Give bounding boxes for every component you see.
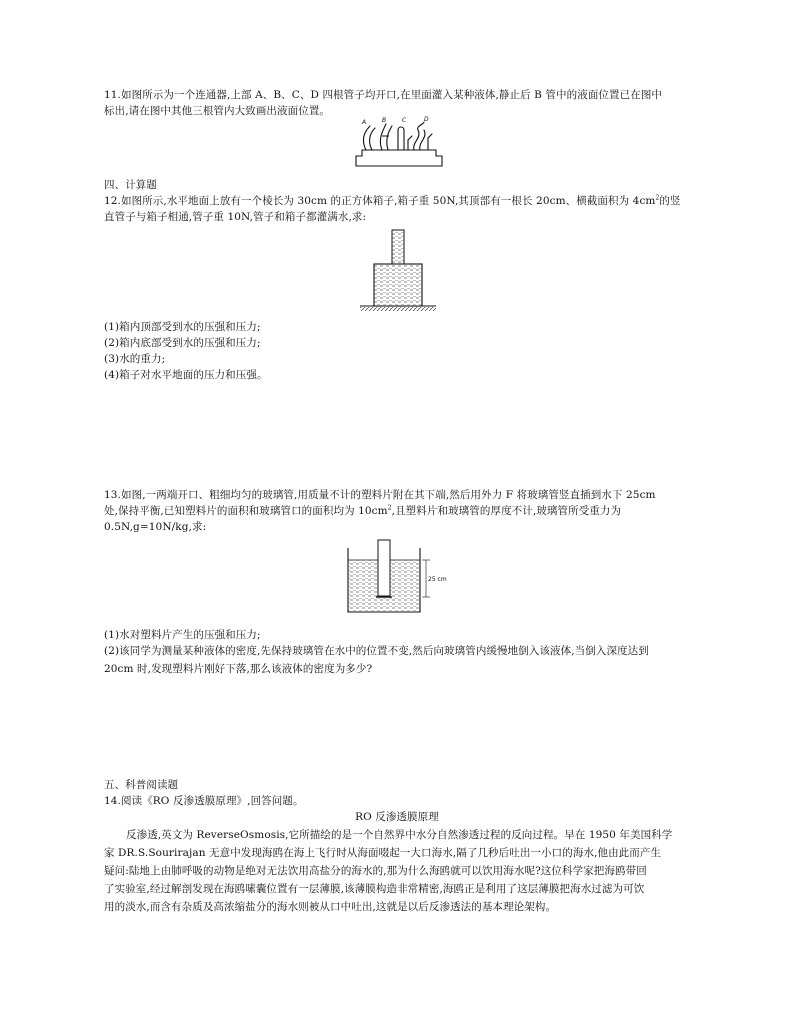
q12-part-1: (1)箱内顶部受到水的压强和压力; [104,321,261,333]
q14-intro: 14.阅读《RO 反渗透膜原理》,回答问题。 [104,795,304,807]
q12-part-2: (2)箱内底部受到水的压强和压力; [104,337,261,349]
cube-box [374,264,422,306]
q14-article-title: RO 反渗透膜原理 [355,811,439,823]
label-b: B [382,117,387,124]
q14-article-line-3: 疑问:陆地上由肺呼吸的动物是绝对无法饮用高盐分的海水的,那为什么海鸥就可以饮用海水呢?这位科学家把海鸥带回 [104,865,647,877]
vessel-base [356,150,442,166]
q11-line-2: 标出,请在图中其他三根管内大致画出液面位置。 [104,105,331,117]
q11-line-1: 11.如图所示为一个连通器,上部 A、B、C、D 四根管子均开口,在里面灌入某种液体,静止后 B 管中的液面位置已在图中 [104,89,663,101]
depth-label: 25 cm [428,576,447,583]
tube-a [363,126,375,150]
q13-part-1: (1)水对塑料片产生的压强和压力; [104,629,261,641]
q12-line-1: 12.如图所示,水平地面上放有一个棱长为 30cm 的正方体箱子,箱子重 50N,其顶部有一根长 20cm、横截面积为 $4cm^2$的竖 [104,194,681,207]
q14-article-line-4: 了实验室,经过解剖发现在海鸥嗉囊位置有一层薄膜,该薄膜构造非常精密,海鸥正是利用了这层薄膜把海水过滤为可饮 [104,883,645,895]
vertical-pipe [392,230,404,264]
tube-b [380,124,392,150]
tube-c [398,127,404,150]
q12-part-3: (3)水的重力; [104,353,166,365]
label-c: C [402,117,407,124]
q14-article-line-2: 家 DR.S.Sourirajan 无意中发现海鸥在海上飞行时从海面啜起一大口海水,隔了几秒后吐出一小口的海水,他由此而产生 [104,847,662,859]
q14-article-line-1: 反渗透,英文为 ReverseOsmosis,它所描绘的是一个自然界中水分自然渗透过程的反向过程。早在 1950 年美国科学 [126,829,673,841]
q12-box-figure [356,228,440,314]
section-5-title: 五、科普阅读题 [104,779,179,791]
q13-glass-tube-figure [344,538,448,618]
q12-line-2: 直管子与箱子相通,管子重 10N,管子和箱子都灌满水,求: [104,211,367,223]
glass-tube [378,540,390,596]
q13-line-2: 处,保持平衡,已知塑料片的面积和玻璃管口的面积均为 $10cm^2$,且塑料片和玻璃管的厚度不计,玻璃管所受重力为 [104,504,622,517]
q11-connected-vessel-figure [352,116,448,172]
tube-d [414,122,425,150]
label-a: A [362,119,367,126]
q13-part-2-line-1: (2)该同学为测量某种液体的密度,先保持玻璃管在水中的位置不变,然后向玻璃管内缓慢地倒入该液体,当倒入深度达到 [104,645,649,657]
q12-part-4: (4)箱子对水平地面的压力和压强。 [104,369,268,381]
q13-line-1: 13.如图,一两端开口、粗细均匀的玻璃管,用质量不计的塑料片附在其下端,然后用外力 F 将玻璃管竖直插到水下 25cm [104,489,656,501]
section-4-title: 四、计算题 [104,179,157,191]
q14-article-line-5: 用的淡水,而含有杂质及高浓缩盐分的海水则被从口中吐出,这就是以后反渗透法的基本理论架构。 [104,901,557,913]
q13-part-2-line-2: 20cm 时,发现塑料片刚好下落,那么该液体的密度为多少? [104,663,373,675]
label-d: D [424,116,429,123]
q13-line-3: 0.5N,g=10N/kg,求: [104,521,207,533]
